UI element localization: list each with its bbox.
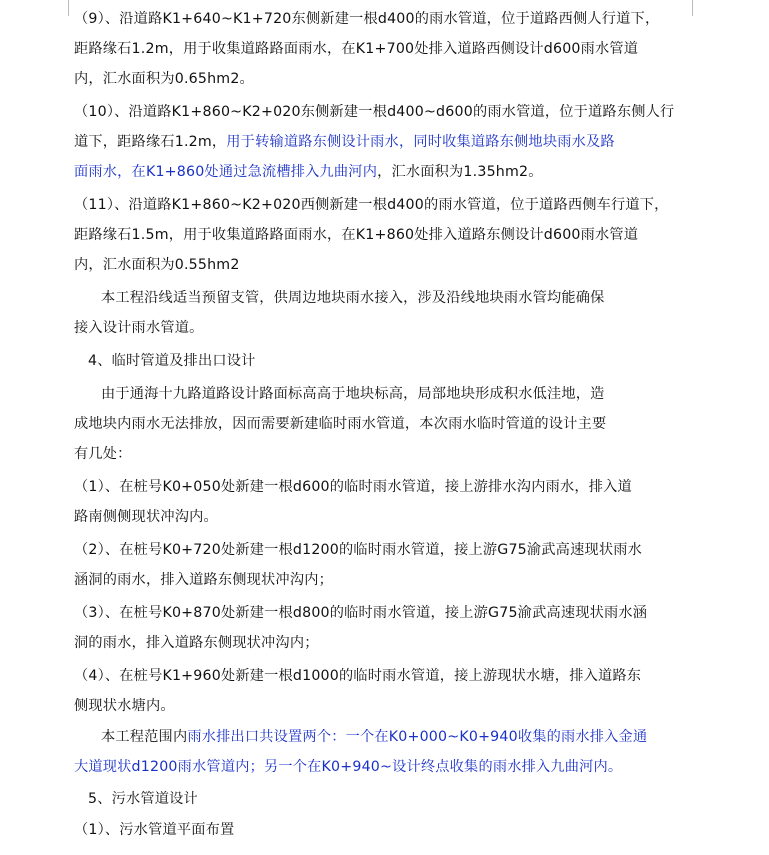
text-segment: 面雨水，在K1+860处通过急流槽排入九曲河内 [74,164,378,180]
text-segment: 距路缘石1.5m，用于收集道路路面雨水，在K1+860处排入道路东侧设计d600雨水管道 [74,227,639,243]
text-segment: 距路缘石1.2m，用于收集道路路面雨水，在K1+700处排入道路西侧设计d600雨水管道 [74,41,639,57]
text-line [0,409,769,439]
text-line [0,502,769,532]
text-line [0,722,769,752]
text-segment: 内，汇水面积为0.65hm2。 [74,71,254,87]
text-line [0,64,769,94]
text-line [0,190,769,220]
text-segment: （2）、在桩号K0+720处新建一根d1200的临时雨水管道，接上游G75渝武高速现状雨水 [74,542,643,558]
text-line [0,752,769,782]
text-line [0,691,769,721]
text-segment: （1）、在桩号K0+050处新建一根d600的临时雨水管道，接上游排水沟内雨水，排入道 [74,479,632,495]
text-segment: 4、临时管道及排出口设计 [88,353,256,369]
text-segment: 侧现状水塘内。 [74,698,175,714]
text-segment: 用于转输道路东侧设计雨水，同时收集道路东侧地块雨水及路 [226,134,615,150]
text-segment: 有几处： [74,446,132,462]
text-segment: 洞的雨水，排入道路东侧现状冲沟内； [74,635,319,651]
text-segment: 涵洞的雨水，排入道路东侧现状冲沟内； [74,572,333,588]
text-segment: （3）、在桩号K0+870处新建一根d800的临时雨水管道，接上游G75渝武高速现状雨水涵 [74,605,648,621]
text-segment: （11）、沿道路K1+860~K2+020西侧新建一根d400的雨水管道，位于道路西侧车行道下， [74,197,669,213]
text-segment: 接入设计雨水管道。 [74,320,204,336]
text-segment: 大道现状d1200雨水管道内；另一个在K0+940~设计终点收集的雨水排入九曲河内。 [74,759,623,775]
text-line [0,661,769,691]
text-segment: （9）、沿道路K1+640~K1+720东侧新建一根d400的雨水管道，位于道路西侧人行道下， [74,11,660,27]
text-segment: （10）、沿道路K1+860~K2+020东侧新建一根d400~d600的雨水管道，位于道路东侧人行 [74,104,675,120]
text-line [0,220,769,250]
text-segment: 由于通海十九路道路设计路面标高高于地块标高，局部地块形成积水低洼地，造 [101,386,605,402]
text-line [0,784,769,814]
text-segment: 路南侧侧现状冲沟内。 [74,509,218,525]
text-line [0,34,769,64]
text-segment: （1）、污水管道平面布置 [74,822,235,838]
text-line [0,127,769,157]
text-line [0,628,769,658]
text-line [0,598,769,628]
text-line [0,346,769,376]
text-segment: 本工程沿线适当预留支管，供周边地块雨水接入，涉及沿线地块雨水管均能确保 [101,290,605,306]
text-line [0,439,769,469]
text-line [0,4,769,34]
text-line [0,565,769,595]
text-line [0,535,769,565]
text-line [0,97,769,127]
text-line [0,250,769,280]
text-segment: 本工程范围内 [101,729,188,745]
text-segment: 道下，距路缘石1.2m， [74,134,227,150]
text-line [0,283,769,313]
text-line [0,157,769,187]
text-segment: 5、污水管道设计 [88,791,198,807]
text-segment: ，汇水面积为1.35hm2。 [377,164,543,180]
text-line [0,472,769,502]
text-line [0,379,769,409]
text-segment: 成地块内雨水无法排放，因而需要新建临时雨水管道，本次雨水临时管道的设计主要 [74,416,607,432]
text-segment: 内，汇水面积为0.55hm2 [74,257,240,273]
text-segment: 雨水排出口共设置两个：一个在K0+000~K0+940收集的雨水排入金通 [187,729,648,745]
text-segment: （4）、在桩号K1+960处新建一根d1000的临时雨水管道，接上游现状水塘，排入道路东 [74,668,642,684]
text-line [0,313,769,343]
text-line [0,815,769,845]
